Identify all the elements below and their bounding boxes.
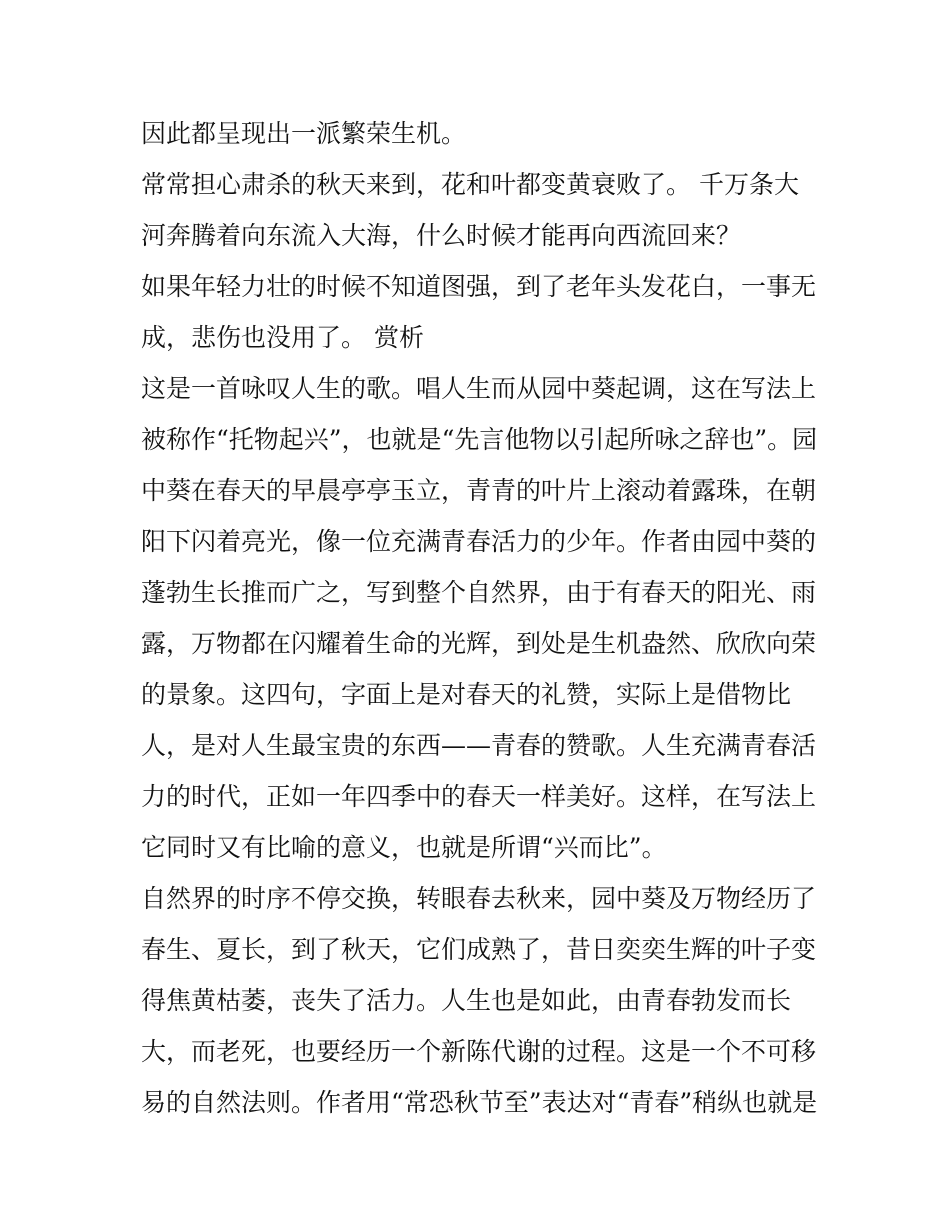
text-line: 因此都呈现出一派繁荣生机。 bbox=[141, 119, 467, 148]
text-line: 力的时代，正如一年四季中的春天一样美好。这样，在写法上 bbox=[141, 782, 817, 811]
text-line: 大，而老死，也要经历一个新陈代谢的过程。这是一个不可移 bbox=[141, 1037, 817, 1066]
text-line: 的景象。这四句，字面上是对春天的礼赞，实际上是借物比 bbox=[141, 680, 792, 709]
text-line: 河奔腾着向东流入大海，什么时候才能再向西流回来？ bbox=[141, 221, 742, 250]
text-line: 它同时又有比喻的意义，也就是所谓“兴而比”。 bbox=[141, 833, 667, 862]
text-line: 常常担心肃杀的秋天来到，花和叶都变黄衰败了。 千万条大 bbox=[141, 170, 799, 199]
body-text bbox=[141, 108, 821, 1128]
text-line: 自然界的时序不停交换，转眼春去秋来，园中葵及万物经历了 bbox=[141, 884, 817, 913]
text-line: 人，是对人生最宝贵的东西——青春的赞歌。人生充满青春活 bbox=[141, 731, 817, 760]
text-line: 中葵在春天的早晨亭亭玉立，青青的叶片上滚动着露珠，在朝 bbox=[141, 476, 817, 505]
text-line: 成，悲伤也没用了。 赏析 bbox=[141, 323, 424, 352]
text-line: 得焦黄枯萎，丧失了活力。人生也是如此，由青春勃发而长 bbox=[141, 986, 792, 1015]
text-line: 易的自然法则。作者用“常恐秋节至”表达对“青春”稍纵也就是 bbox=[141, 1088, 818, 1117]
text-line: 蓬勃生长推而广之，写到整个自然界，由于有春天的阳光、雨 bbox=[141, 578, 817, 607]
text-line: 露，万物都在闪耀着生命的光辉，到处是生机盎然、欣欣向荣 bbox=[141, 629, 817, 658]
text-line: 春生、夏长，到了秋天，它们成熟了，昔日奕奕生辉的叶子变 bbox=[141, 935, 817, 964]
text-line: 这是一首咏叹人生的歌。唱人生而从园中葵起调，这在写法上 bbox=[141, 374, 817, 403]
text-line: 被称作“托物起兴”，也就是“先言他物以引起所咏之辞也”。园 bbox=[141, 425, 818, 454]
text-line: 如果年轻力壮的时候不知道图强，到了老年头发花白，一事无 bbox=[141, 272, 817, 301]
text-line: 阳下闪着亮光，像一位充满青春活力的少年。作者由园中葵的 bbox=[141, 527, 817, 556]
